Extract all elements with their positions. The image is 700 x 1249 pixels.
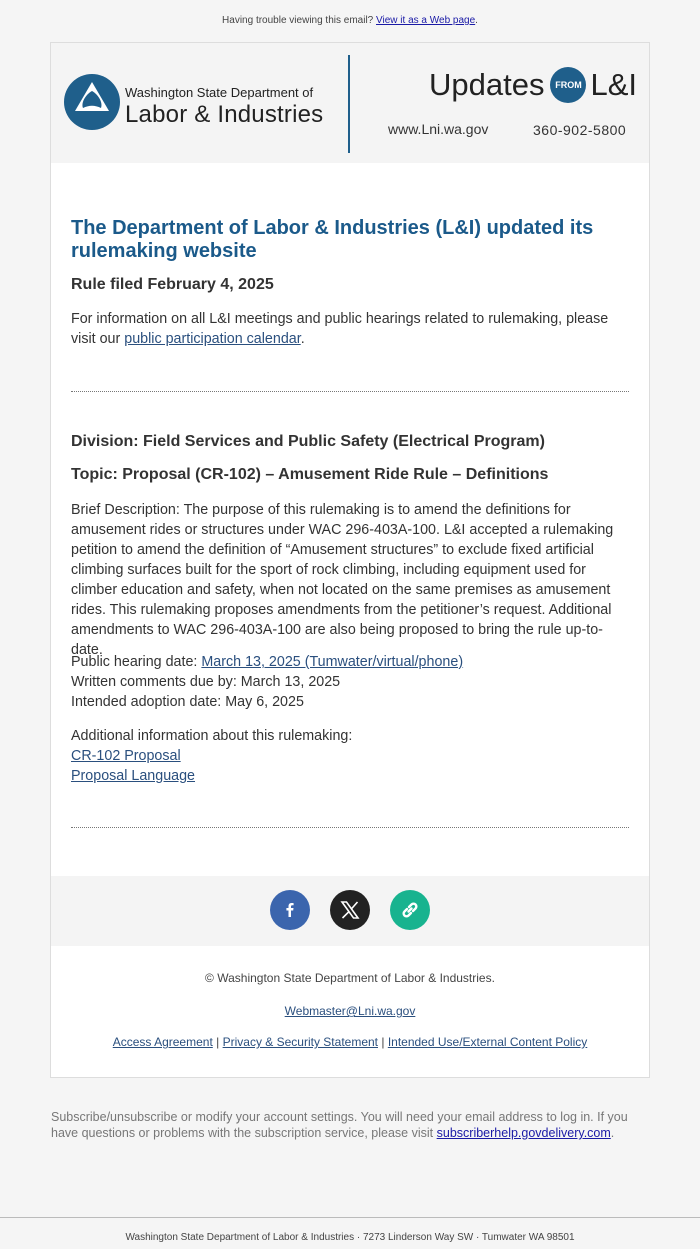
proposal-language-link[interactable]: Proposal Language	[71, 768, 196, 784]
website-text: www.Lni.wa.gov	[388, 121, 489, 137]
intended-use-link[interactable]: Intended Use/External Content Policy	[387, 1035, 588, 1049]
social-bar	[51, 876, 649, 946]
brief-description: Brief Description: The purpose of this rulemaking is to amend the definitions for amusement rides or structures under WAC 296-403A-100. L&I accepted a rulemaking petition to amend the definition of “Amusement structures” to exclude fixed artificial climbing surfaces built for the sport of rock climbing, including equipment used for climber education and safety, when not located on the same premises as amusement rides. This rulemaking proposes amendments from the petitioner’s request. Additional amendments to WAC 296-403A-100 are also being proposed to bring the rule up-to-date.	[71, 502, 614, 658]
address-footer: Washington State Department of Labor & Industries · 7273 Linderson Way SW · Tumwater WA 98501	[125, 1232, 575, 1243]
dates-block	[71, 652, 629, 712]
header-divider	[348, 55, 350, 153]
lni-logo-icon	[63, 73, 121, 131]
lni-text: L&I	[590, 67, 637, 102]
comments-due: Written comments due by: March 13, 2025	[71, 674, 341, 690]
from-badge: FROM	[550, 67, 586, 103]
division-heading: Division: Field Services and Public Safety (Electrical Program)	[71, 433, 545, 450]
updates-text: Updates	[429, 67, 545, 102]
top-note-text: Having trouble viewing this email?	[222, 15, 374, 26]
adoption-date: Intended adoption date: May 6, 2025	[71, 694, 304, 710]
subscriber-help-link[interactable]: subscriberhelp.govdelivery.com	[436, 1126, 611, 1140]
email-card	[50, 42, 650, 1078]
hearing-date-link[interactable]: March 13, 2025 (Tumwater/virtual/phone)	[201, 654, 464, 670]
updates-from-lni	[429, 65, 637, 105]
phone-text: 360-902-5800	[533, 122, 627, 138]
footer-links: Access Agreement | Privacy & Security Statement | Intended Use/External Content Policy	[112, 1035, 588, 1049]
access-agreement-link[interactable]: Access Agreement	[112, 1035, 213, 1049]
topic-heading: Topic: Proposal (CR-102) – Amusement Ride Rule – Definitions	[71, 466, 549, 483]
info-paragraph: For information on all L&I meetings and public hearings related to rulemaking, please visit our public participation calendar.	[71, 311, 609, 347]
webmaster-email-link[interactable]: Webmaster@Lni.wa.gov	[284, 1004, 416, 1018]
webmaster-email-row	[51, 1004, 649, 1018]
privacy-security-link[interactable]: Privacy & Security Statement	[222, 1035, 378, 1049]
cr102-proposal-link[interactable]: CR-102 Proposal	[71, 748, 181, 764]
public-participation-calendar-link[interactable]: public participation calendar	[124, 331, 301, 347]
bottom-divider	[0, 1217, 700, 1218]
facebook-icon[interactable]	[270, 890, 310, 930]
hearing-date: Public hearing date: March 13, 2025 (Tumwater/virtual/phone)	[71, 654, 464, 670]
divider	[71, 827, 629, 828]
subscribe-notice: Subscribe/unsubscribe or modify your account settings. You will need your email address to log in. If you have questions or problems with the subscription service, please visit subscriberhelp.govdelivery.com.	[51, 1110, 628, 1140]
rule-filed: Rule filed February 4, 2025	[71, 276, 274, 293]
view-web-page-link[interactable]: View it as a Web page	[376, 15, 476, 26]
additional-info-block	[71, 726, 629, 786]
divider	[71, 391, 629, 392]
header-banner	[51, 43, 649, 163]
x-icon[interactable]	[330, 890, 370, 930]
link-icon[interactable]	[390, 890, 430, 930]
top-note: Having trouble viewing this email? View it as a Web page.	[222, 15, 478, 26]
dept-line1: Washington State Department of	[125, 85, 314, 100]
dept-line2: Labor & Industries	[125, 101, 324, 128]
copyright: © Washington State Department of Labor & Industries.	[205, 971, 495, 985]
page-title: The Department of Labor & Industries (L&I) updated its rulemaking website	[71, 217, 594, 262]
additional-info-label: Additional information about this rulemaking:	[71, 728, 353, 744]
